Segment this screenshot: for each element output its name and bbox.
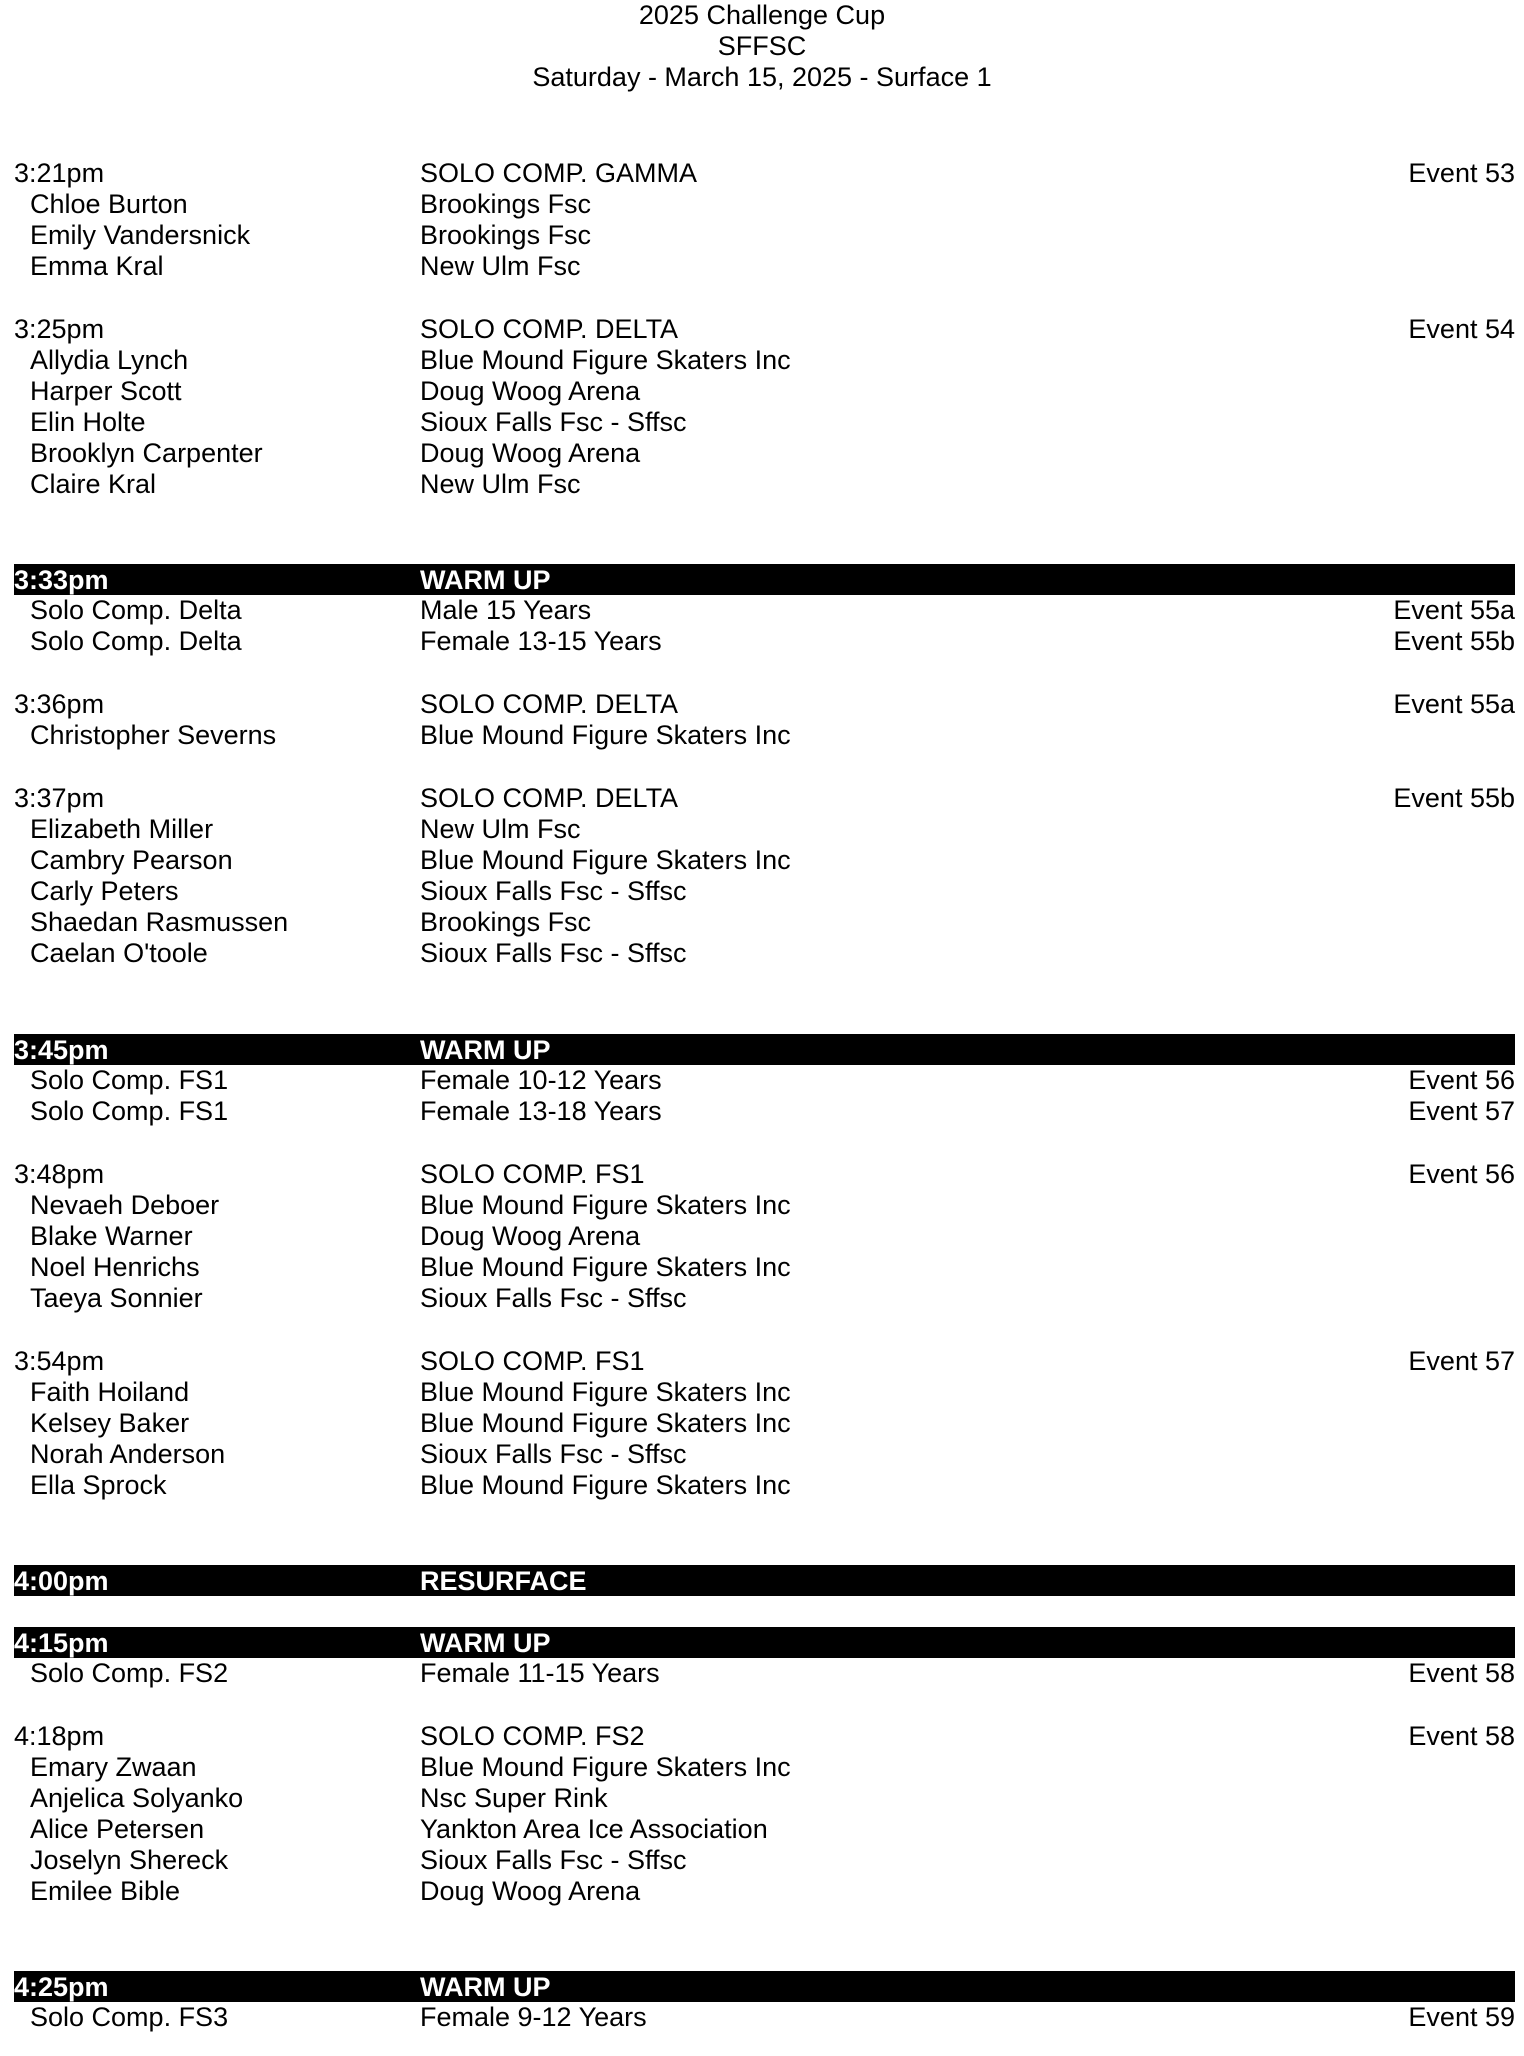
warmup-bar [14, 1627, 1515, 1658]
skater-name: Harper Scott [30, 376, 182, 406]
skater-club: Doug Woog Arena [420, 1876, 641, 1906]
group-event: Event 56 [1408, 1065, 1515, 1095]
group-name: Solo Comp. FS1 [30, 1096, 229, 1126]
skater-row [14, 907, 1515, 938]
skater-club: Blue Mound Figure Skaters Inc [420, 845, 791, 875]
skater-row [14, 845, 1515, 876]
warmup-group-row [14, 595, 1515, 626]
group-desc: Female 10-12 Years [420, 1065, 662, 1095]
event-title: SOLO COMP. DELTA [420, 783, 679, 813]
skater-name: Elin Holte [30, 407, 146, 437]
event-time: 3:37pm [14, 783, 105, 813]
skater-club: Brookings Fsc [420, 220, 592, 250]
skater-row [14, 220, 1515, 251]
event-number: Event 55b [1393, 783, 1515, 813]
event-header [14, 314, 1515, 345]
skater-name: Norah Anderson [30, 1439, 226, 1469]
skater-name: Anjelica Solyanko [30, 1783, 244, 1813]
group-event: Event 59 [1408, 2002, 1515, 2032]
group-event: Event 55a [1393, 595, 1515, 625]
skater-name: Taeya Sonnier [30, 1283, 203, 1313]
date-surface: Saturday - March 15, 2025 - Surface 1 [532, 62, 992, 92]
event-number: Event 56 [1408, 1159, 1515, 1189]
skater-name: Blake Warner [30, 1221, 193, 1251]
warmup-title: WARM UP [420, 1972, 551, 2002]
skater-club: Doug Woog Arena [420, 438, 641, 468]
group-name: Solo Comp. Delta [30, 595, 242, 625]
event-title: SOLO COMP. DELTA [420, 314, 679, 344]
event-title: SOLO COMP. FS1 [420, 1346, 645, 1376]
warmup-group-row [14, 1065, 1515, 1096]
warmup-time: 3:45pm [14, 1035, 109, 1065]
skater-name: Alice Petersen [30, 1814, 205, 1844]
warmup-bar [14, 1034, 1515, 1065]
event-title: SOLO COMP. DELTA [420, 689, 679, 719]
group-name: Solo Comp. FS1 [30, 1065, 229, 1095]
event-time: 4:18pm [14, 1721, 105, 1751]
skater-name: Emily Vandersnick [30, 220, 251, 250]
event-time: 3:54pm [14, 1346, 105, 1376]
host-club: SFFSC [717, 31, 807, 61]
group-event: Event 57 [1408, 1096, 1515, 1126]
skater-row [14, 376, 1515, 407]
skater-club: Nsc Super Rink [420, 1783, 608, 1813]
event-time: 3:21pm [14, 158, 105, 188]
skater-name: Nevaeh Deboer [30, 1190, 220, 1220]
skater-row [14, 1190, 1515, 1221]
group-name: Solo Comp. FS2 [30, 1658, 229, 1688]
skater-row [14, 1439, 1515, 1470]
skater-name: Faith Hoiland [30, 1377, 190, 1407]
event-title: SOLO COMP. GAMMA [420, 158, 698, 188]
skater-row [14, 345, 1515, 376]
event-title: SOLO COMP. FS1 [420, 1159, 645, 1189]
skater-name: Cambry Pearson [30, 845, 233, 875]
warmup-group-row [14, 2002, 1515, 2033]
skater-row [14, 1283, 1515, 1314]
group-desc: Female 9-12 Years [420, 2002, 647, 2032]
skater-name: Emary Zwaan [30, 1752, 197, 1782]
event-header [14, 1346, 1515, 1377]
skater-row [14, 1470, 1515, 1501]
skater-row [14, 1845, 1515, 1876]
group-desc: Female 13-18 Years [420, 1096, 662, 1126]
skater-name: Christopher Severns [30, 720, 277, 750]
resurface-title: RESURFACE [420, 1566, 587, 1596]
event-number: Event 55a [1393, 689, 1515, 719]
skater-row [14, 938, 1515, 969]
warmup-group-row [14, 1658, 1515, 1689]
skater-name: Elizabeth Miller [30, 814, 214, 844]
skater-row [14, 720, 1515, 751]
skater-name: Chloe Burton [30, 189, 188, 219]
skater-club: Blue Mound Figure Skaters Inc [420, 1377, 791, 1407]
group-event: Event 58 [1408, 1658, 1515, 1688]
skater-name: Caelan O'toole [30, 938, 208, 968]
skater-row [14, 1221, 1515, 1252]
skater-row [14, 1377, 1515, 1408]
skater-club: Blue Mound Figure Skaters Inc [420, 1252, 791, 1282]
skater-row [14, 1408, 1515, 1439]
event-title: SOLO COMP. FS2 [420, 1721, 645, 1751]
skater-row [14, 1252, 1515, 1283]
group-name: Solo Comp. Delta [30, 626, 242, 656]
skater-name: Kelsey Baker [30, 1408, 190, 1438]
skater-club: Brookings Fsc [420, 189, 592, 219]
skater-name: Ella Sprock [30, 1470, 167, 1500]
skater-row [14, 1783, 1515, 1814]
skater-club: Sioux Falls Fsc - Sffsc [420, 1283, 687, 1313]
event-time: 3:25pm [14, 314, 105, 344]
skater-club: Sioux Falls Fsc - Sffsc [420, 407, 687, 437]
skater-club: Blue Mound Figure Skaters Inc [420, 345, 791, 375]
resurface-time: 4:00pm [14, 1566, 109, 1596]
skater-club: New Ulm Fsc [420, 251, 581, 281]
skater-club: Blue Mound Figure Skaters Inc [420, 1190, 791, 1220]
event-number: Event 57 [1408, 1346, 1515, 1376]
skater-club: New Ulm Fsc [420, 814, 581, 844]
skater-club: Blue Mound Figure Skaters Inc [420, 720, 791, 750]
group-event: Event 55b [1393, 626, 1515, 656]
event-header [14, 783, 1515, 814]
skater-club: Sioux Falls Fsc - Sffsc [420, 1439, 687, 1469]
group-desc: Female 11-15 Years [420, 1658, 660, 1688]
skater-club: Doug Woog Arena [420, 376, 641, 406]
event-number: Event 58 [1408, 1721, 1515, 1751]
skater-club: Doug Woog Arena [420, 1221, 641, 1251]
competition-title: 2025 Challenge Cup [638, 0, 886, 30]
skater-row [14, 1876, 1515, 1907]
warmup-group-row [14, 1096, 1515, 1127]
skater-club: Blue Mound Figure Skaters Inc [420, 1408, 791, 1438]
warmup-bar [14, 564, 1515, 595]
skater-club: Sioux Falls Fsc - Sffsc [420, 876, 687, 906]
skater-row [14, 438, 1515, 469]
skater-name: Carly Peters [30, 876, 179, 906]
skater-row [14, 1752, 1515, 1783]
event-header [14, 1721, 1515, 1752]
event-time: 3:48pm [14, 1159, 105, 1189]
skater-name: Brooklyn Carpenter [30, 438, 263, 468]
skater-name: Shaedan Rasmussen [30, 907, 289, 937]
skater-club: Blue Mound Figure Skaters Inc [420, 1470, 791, 1500]
skater-row [14, 469, 1515, 500]
skater-name: Noel Henrichs [30, 1252, 200, 1282]
skater-name: Allydia Lynch [30, 345, 189, 375]
skater-club: Sioux Falls Fsc - Sffsc [420, 1845, 687, 1875]
skater-name: Emilee Bible [30, 1876, 181, 1906]
skater-row [14, 189, 1515, 220]
warmup-title: WARM UP [420, 1628, 551, 1658]
skater-row [14, 1814, 1515, 1845]
event-header [14, 158, 1515, 189]
group-desc: Female 13-15 Years [420, 626, 662, 656]
skater-row [14, 814, 1515, 845]
event-number: Event 53 [1408, 158, 1515, 188]
skater-name: Emma Kral [30, 251, 164, 281]
skater-row [14, 407, 1515, 438]
skater-name: Claire Kral [30, 469, 157, 499]
warmup-title: WARM UP [420, 565, 551, 595]
resurface-bar [14, 1565, 1515, 1596]
event-number: Event 54 [1408, 314, 1515, 344]
event-header [14, 1159, 1515, 1190]
event-header [14, 689, 1515, 720]
warmup-title: WARM UP [420, 1035, 551, 1065]
warmup-bar [14, 1971, 1515, 2002]
warmup-group-row [14, 626, 1515, 657]
skater-club: Brookings Fsc [420, 907, 592, 937]
warmup-time: 4:15pm [14, 1628, 109, 1658]
skater-club: Sioux Falls Fsc - Sffsc [420, 938, 687, 968]
event-time: 3:36pm [14, 689, 105, 719]
skater-name: Joselyn Shereck [30, 1845, 229, 1875]
warmup-time: 3:33pm [14, 565, 109, 595]
skater-row [14, 876, 1515, 907]
group-name: Solo Comp. FS3 [30, 2002, 229, 2032]
skater-club: Blue Mound Figure Skaters Inc [420, 1752, 791, 1782]
skater-club: Yankton Area Ice Association [420, 1814, 768, 1844]
warmup-time: 4:25pm [14, 1972, 109, 2002]
group-desc: Male 15 Years [420, 595, 592, 625]
skater-row [14, 251, 1515, 282]
skater-club: New Ulm Fsc [420, 469, 581, 499]
